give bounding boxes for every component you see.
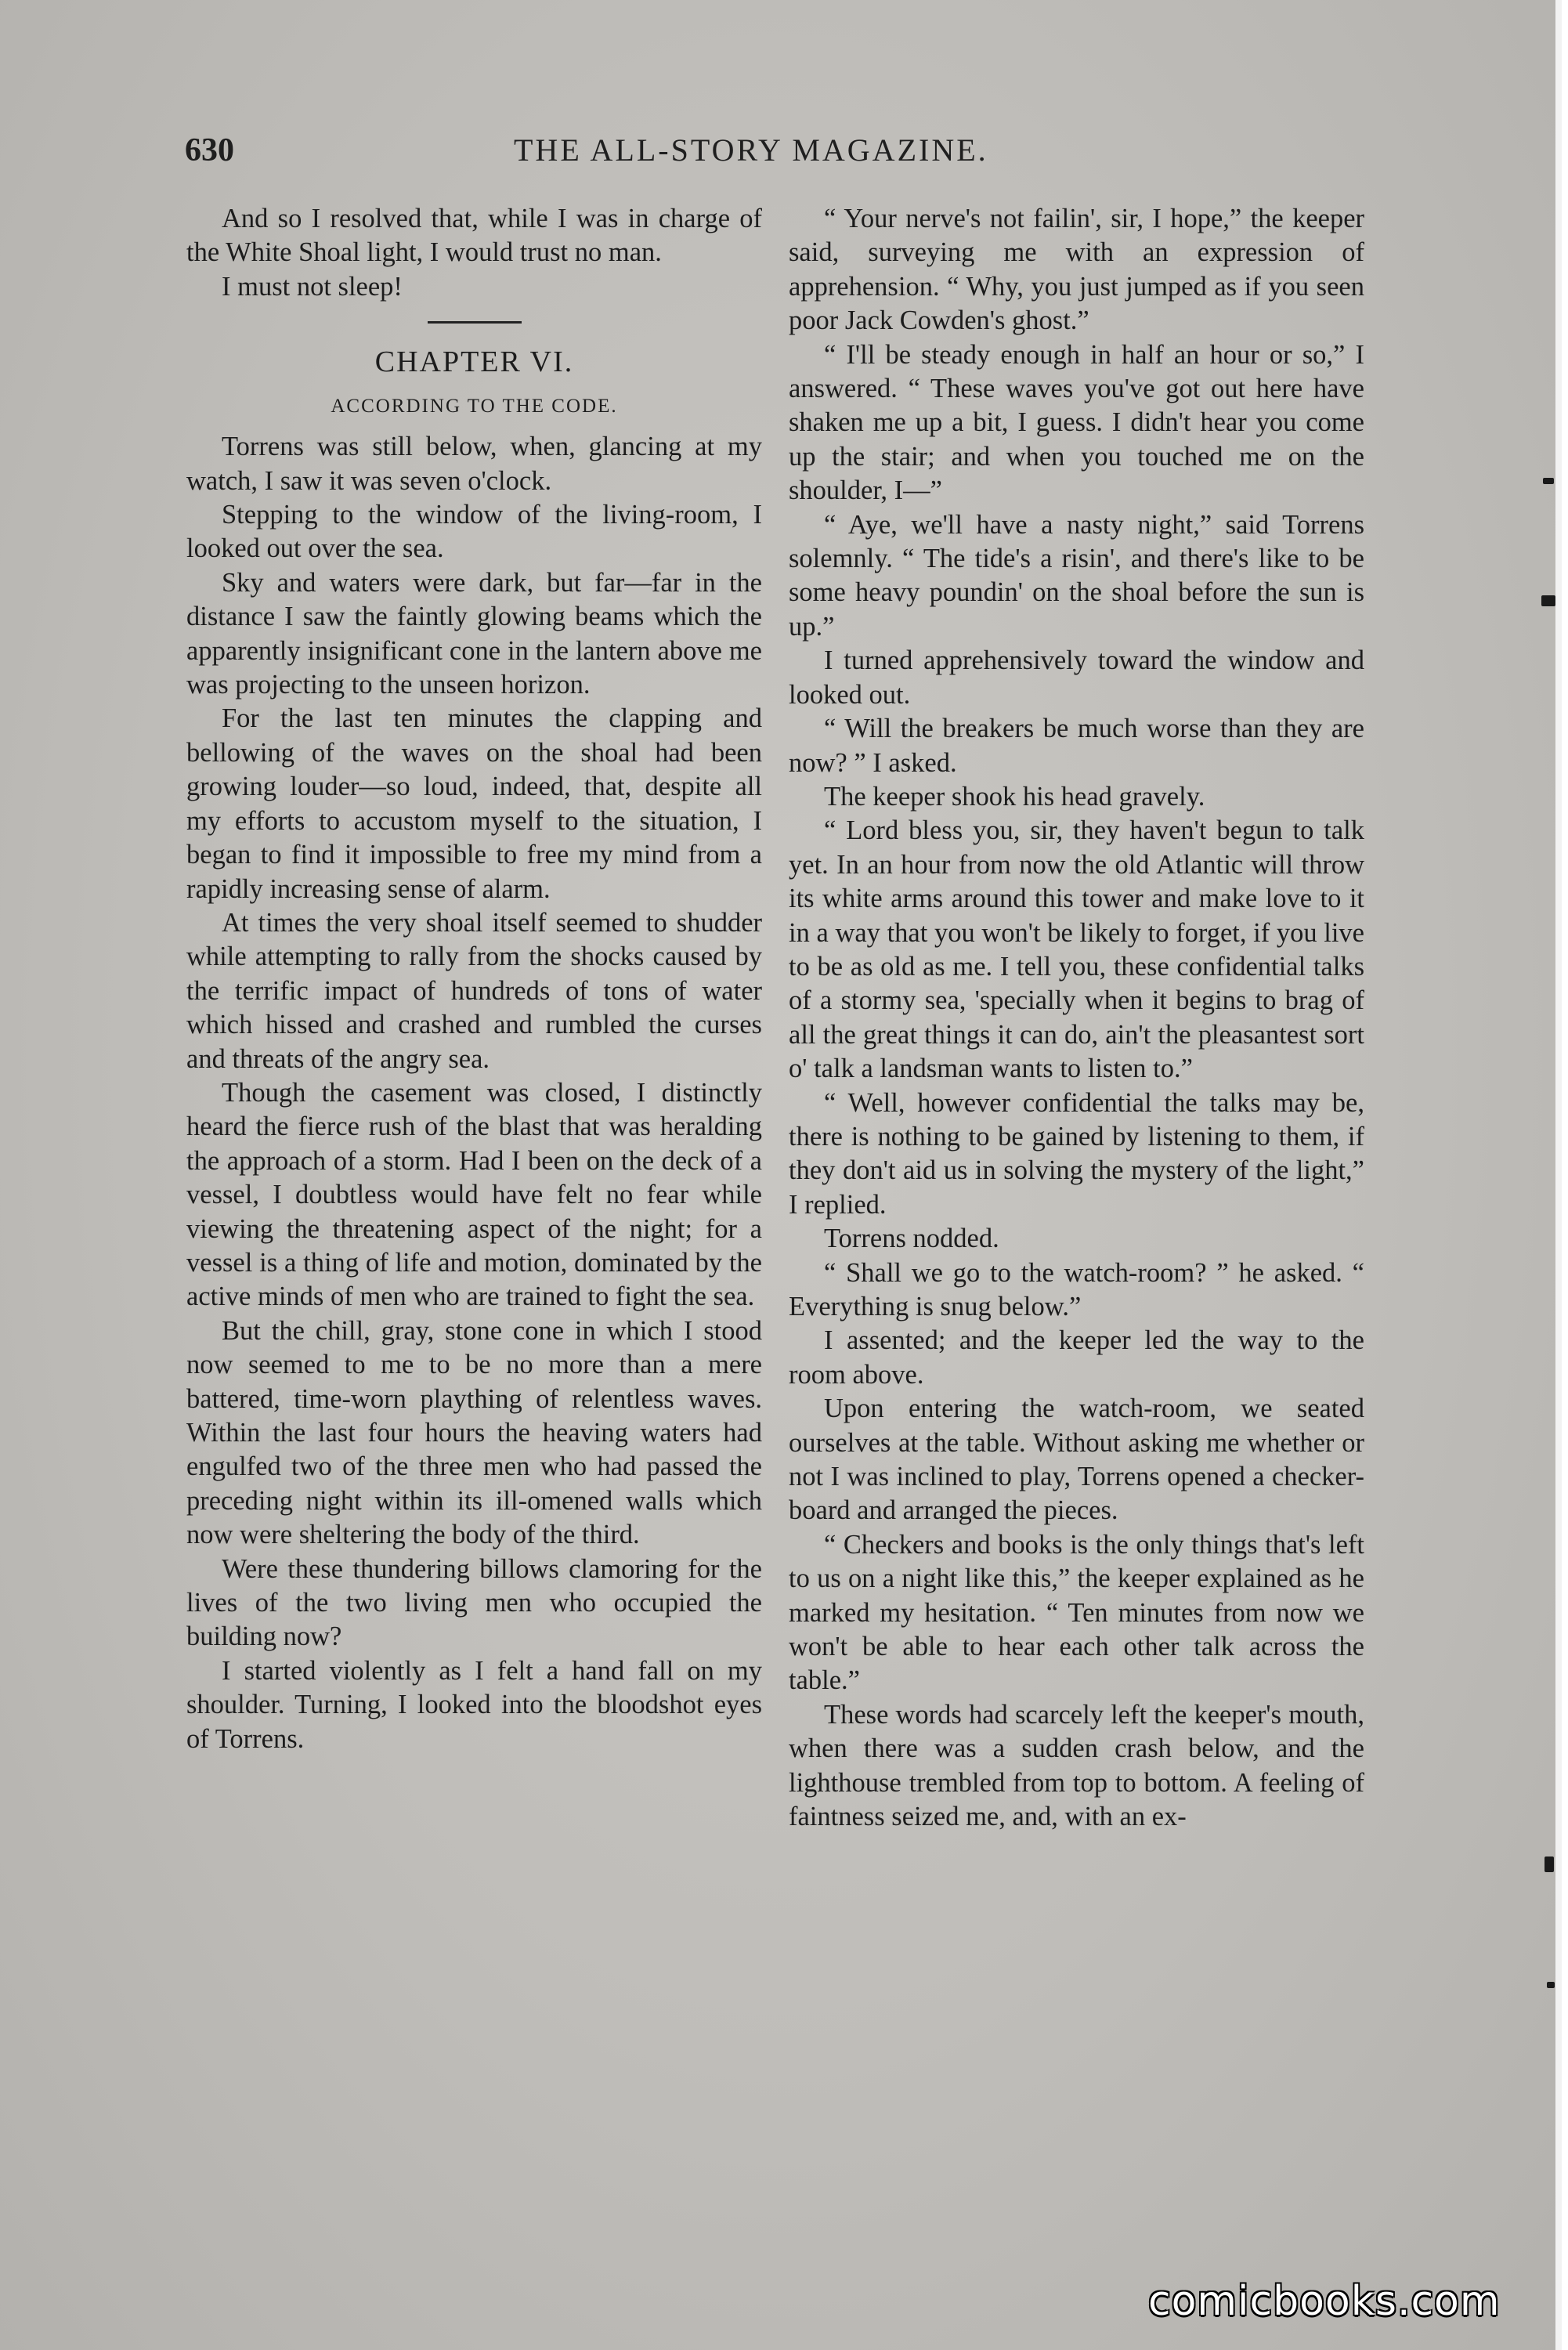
section-divider (428, 321, 522, 324)
paragraph: Were these thundering billows clamoring for the lives of the two living men who occupied the building now? (186, 1553, 762, 1652)
paragraph: Sky and waters were dark, but far—far in the distance I saw the faintly glowing beams which the apparently insignificant cone in the lantern above me was projecting to the unseen horizon. (186, 567, 762, 700)
paragraph: These words had scarcely left the keeper's mouth, when there was a sudden crash below, and the lighthouse trembled from top to bottom. A feeling of faintness seized me, and, with an ex- (789, 1699, 1364, 1832)
paragraph: Torrens was still below, when, glancing at my watch, I saw it was seven o'clock. (186, 432, 762, 496)
paragraph: “ Lord bless you, sir, they haven't begun to talk yet. In an hour from now the old Atlantic will throw its white arms around this tower and make love to it in a way that you won't be likely to forget, if you live to be as old as me. I tell you, these confidential talks of a stormy sea, 'specially when it begins to brag of all the great things it can do, ain't the pleasantest sort o' talk a landsman wants to listen to.” (789, 815, 1364, 1084)
paragraph: At times the very shoal itself seemed to shudder while attempting to rally from the shocks caused by the terrific impact of hundreds of tons of water which hissed and crashed and rumbled the curses and threats of the angry sea. (186, 907, 762, 1074)
chapter-subtitle: ACCORDING TO THE CODE. (331, 396, 618, 418)
paper-speck (1547, 1982, 1555, 1988)
running-head: THE ALL-STORY MAGAZINE. (514, 132, 988, 168)
paragraph: But the chill, gray, stone cone in which I stood now seemed to me to be no more than a mere battered, time-worn plaything of relentless waves. Within the last four hours the heaving waters had engulfed two of the three men who had passed the preceding night within its ill-omened walls which now were sheltering the body of the third. (186, 1315, 762, 1550)
paragraph: Though the casement was closed, I distinctly heard the fierce rush of the blast that was heralding the approach of a storm. Had I been on the deck of a vessel, I doubtless would have felt no fear while viewing the threatening aspect of the night; for a vessel is a thing of life and motion, dominated by the active minds of men who are trained to fight the sea. (186, 1077, 762, 1312)
paragraph: I started violently as I felt a hand fall on my shoulder. Turning, I looked into the bloodshot eyes of Torrens. (186, 1655, 762, 1754)
paragraph: “ Aye, we'll have a nasty night,” said Torrens solemnly. “ The tide's a risin', and there's like to be some heavy poundin' on the shoal before the sun is up.” (789, 509, 1364, 642)
page-edge (1555, 0, 1562, 2350)
paragraph: I must not sleep! (222, 271, 403, 302)
paragraph: “ Shall we go to the watch-room? ” he asked. “ Everything is snug below.” (789, 1257, 1364, 1321)
paragraph: The keeper shook his head gravely. (824, 781, 1205, 812)
paragraph: “ I'll be steady enough in half an hour or so,” I answered. “ These waves you've got out here have shaken me up a bit, I guess. I didn't hear you come up the stair; and when you touched me on the shoulder, I—” (789, 339, 1364, 506)
right-column (789, 202, 1364, 1835)
left-column (186, 202, 762, 1756)
paragraph: I assented; and the keeper led the way to the room above. (789, 1325, 1364, 1390)
page-header (185, 132, 1360, 179)
paragraph: Stepping to the window of the living-room, I looked out over the sea. (186, 500, 762, 564)
paragraph: “ Well, however confidential the talks may be, there is nothing to be gained by listening to them, if they don't aid us in solving the mystery of the light,” I replied. (789, 1087, 1364, 1220)
paragraph: For the last ten minutes the clapping and bellowing of the waves on the shoal had been growing louder—so loud, indeed, that, despite all my efforts to accustom myself to the situation, I began to find it impossible to free my mind from a rapidly increasing sense of alarm. (186, 703, 762, 904)
paper-speck (1545, 1856, 1554, 1872)
paragraph: “ Will the breakers be much worse than they are now? ” I asked. (789, 714, 1364, 778)
paragraph: “ Your nerve's not failin', sir, I hope,” the keeper said, surveying me with an expression of apprehension. “ Why, you just jumped as if you seen poor Jack Cowden's ghost.” (789, 204, 1364, 336)
paper-speck (1541, 595, 1555, 606)
page-number: 630 (185, 132, 234, 168)
site-watermark: comicbooks.com (1148, 2278, 1501, 2325)
chapter-heading: CHAPTER VI. (374, 345, 574, 379)
paragraph: “ Checkers and books is the only things that's left to us on a night like this,” the keeper explained as he marked my hesitation. “ Ten minutes from now we won't be able to hear each other talk across the table.” (789, 1529, 1364, 1696)
paragraph: Upon entering the watch-room, we seated ourselves at the table. Without asking me whether or not I was inclined to play, Torrens opened a checker-board and arranged the pieces. (789, 1394, 1364, 1526)
paragraph: Torrens nodded. (824, 1224, 999, 1254)
paragraph: I turned apprehensively toward the window and looked out. (789, 645, 1364, 710)
paper-speck (1543, 478, 1554, 484)
paragraph: And so I resolved that, while I was in charge of the White Shoal light, I would trust no man. (186, 204, 762, 268)
